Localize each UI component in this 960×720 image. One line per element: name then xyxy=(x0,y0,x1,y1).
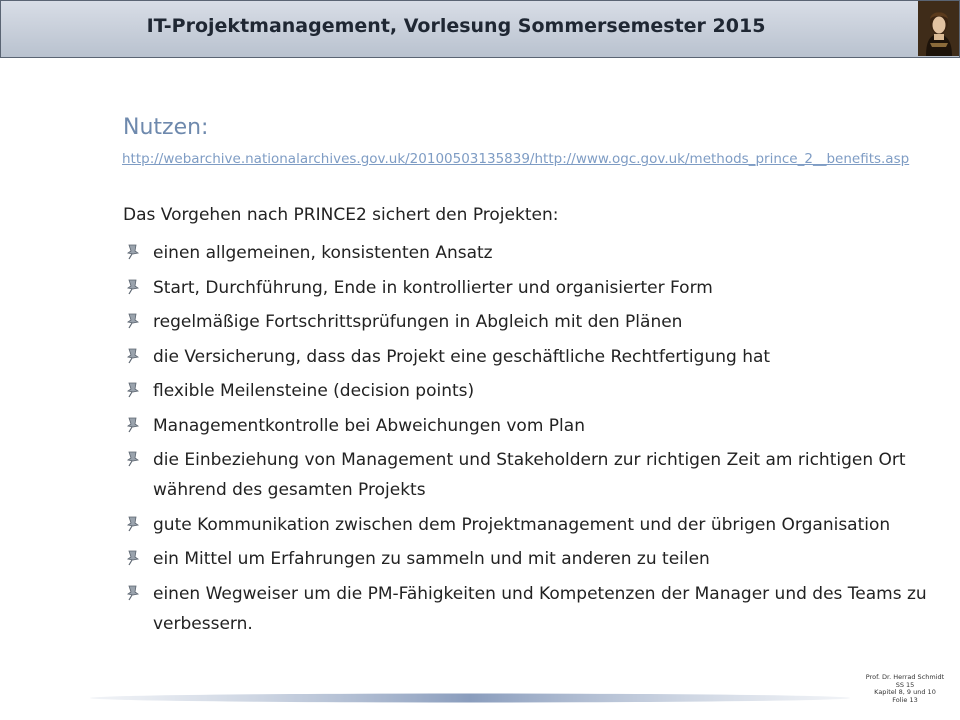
source-link[interactable]: http://webarchive.nationalarchives.gov.uk/20100503135839/http://www.ogc.gov.uk/methods_prince_2__benefits.asp xyxy=(122,151,910,167)
pushpin-icon xyxy=(126,451,140,467)
pushpin-icon xyxy=(126,550,140,566)
footer-chapter: Kapitel 8, 9 und 10 xyxy=(874,688,936,696)
pushpin-icon xyxy=(126,348,140,364)
pushpin-icon xyxy=(126,382,140,398)
footer-slide: Folie 13 xyxy=(892,695,918,704)
pushpin-icon xyxy=(126,417,140,433)
slide-title: IT-Projektmanagement, Vorlesung Sommersemester 2015 xyxy=(146,15,766,37)
list-item xyxy=(126,376,946,406)
pushpin-icon xyxy=(126,516,140,532)
list-item-text: die Versicherung, dass das Projekt eine geschäftliche Rechtfertigung hat xyxy=(153,346,771,367)
footer-semester: SS 15 xyxy=(895,680,915,689)
list-item xyxy=(126,342,946,372)
list-item-text: regelmäßige Fortschrittsprüfungen in Abgleich mit den Plänen xyxy=(153,312,683,332)
list-item xyxy=(126,445,946,505)
pushpin-icon xyxy=(126,313,140,329)
list-item-text: einen Wegweiser um die PM-Fähigkeiten und Kompetenzen der Manager und des Teams zu verbessern. xyxy=(153,583,927,634)
list-item xyxy=(126,544,946,574)
benefit-list xyxy=(126,238,946,643)
list-item-text: flexible Meilensteine (decision points) xyxy=(153,381,475,401)
pushpin-icon xyxy=(126,244,140,260)
list-item xyxy=(126,238,946,268)
footer-author: Prof. Dr. Herrad Schmidt xyxy=(865,673,945,681)
list-item xyxy=(126,579,946,639)
list-item-text: Start, Durchführung, Ende in kontrollierter und organisierter Form xyxy=(153,277,713,298)
list-item xyxy=(126,273,946,303)
list-item-text: gute Kommunikation zwischen dem Projektmanagement und der übrigen Organisation xyxy=(153,514,891,535)
portrait-image xyxy=(918,1,959,56)
footer-info xyxy=(856,674,954,704)
section-heading: Nutzen: xyxy=(123,115,209,140)
pushpin-icon xyxy=(126,279,140,295)
list-item-text: die Einbeziehung von Management und Stakeholdern zur richtigen Zeit am richtigen Ort während des gesamten Projekts xyxy=(153,450,906,500)
list-item-text: ein Mittel um Erfahrungen zu sammeln und mit anderen zu teilen xyxy=(153,549,710,569)
footer-divider xyxy=(90,692,850,704)
list-item-text: einen allgemeinen, konsistenten Ansatz xyxy=(153,243,493,263)
list-item xyxy=(126,411,946,441)
slide-header xyxy=(0,0,960,58)
list-item-text: Managementkontrolle bei Abweichungen vom Plan xyxy=(153,415,585,436)
list-item xyxy=(126,307,946,337)
list-item xyxy=(126,510,946,540)
intro-text: Das Vorgehen nach PRINCE2 sichert den Projekten: xyxy=(123,205,559,225)
pushpin-icon xyxy=(126,585,140,601)
